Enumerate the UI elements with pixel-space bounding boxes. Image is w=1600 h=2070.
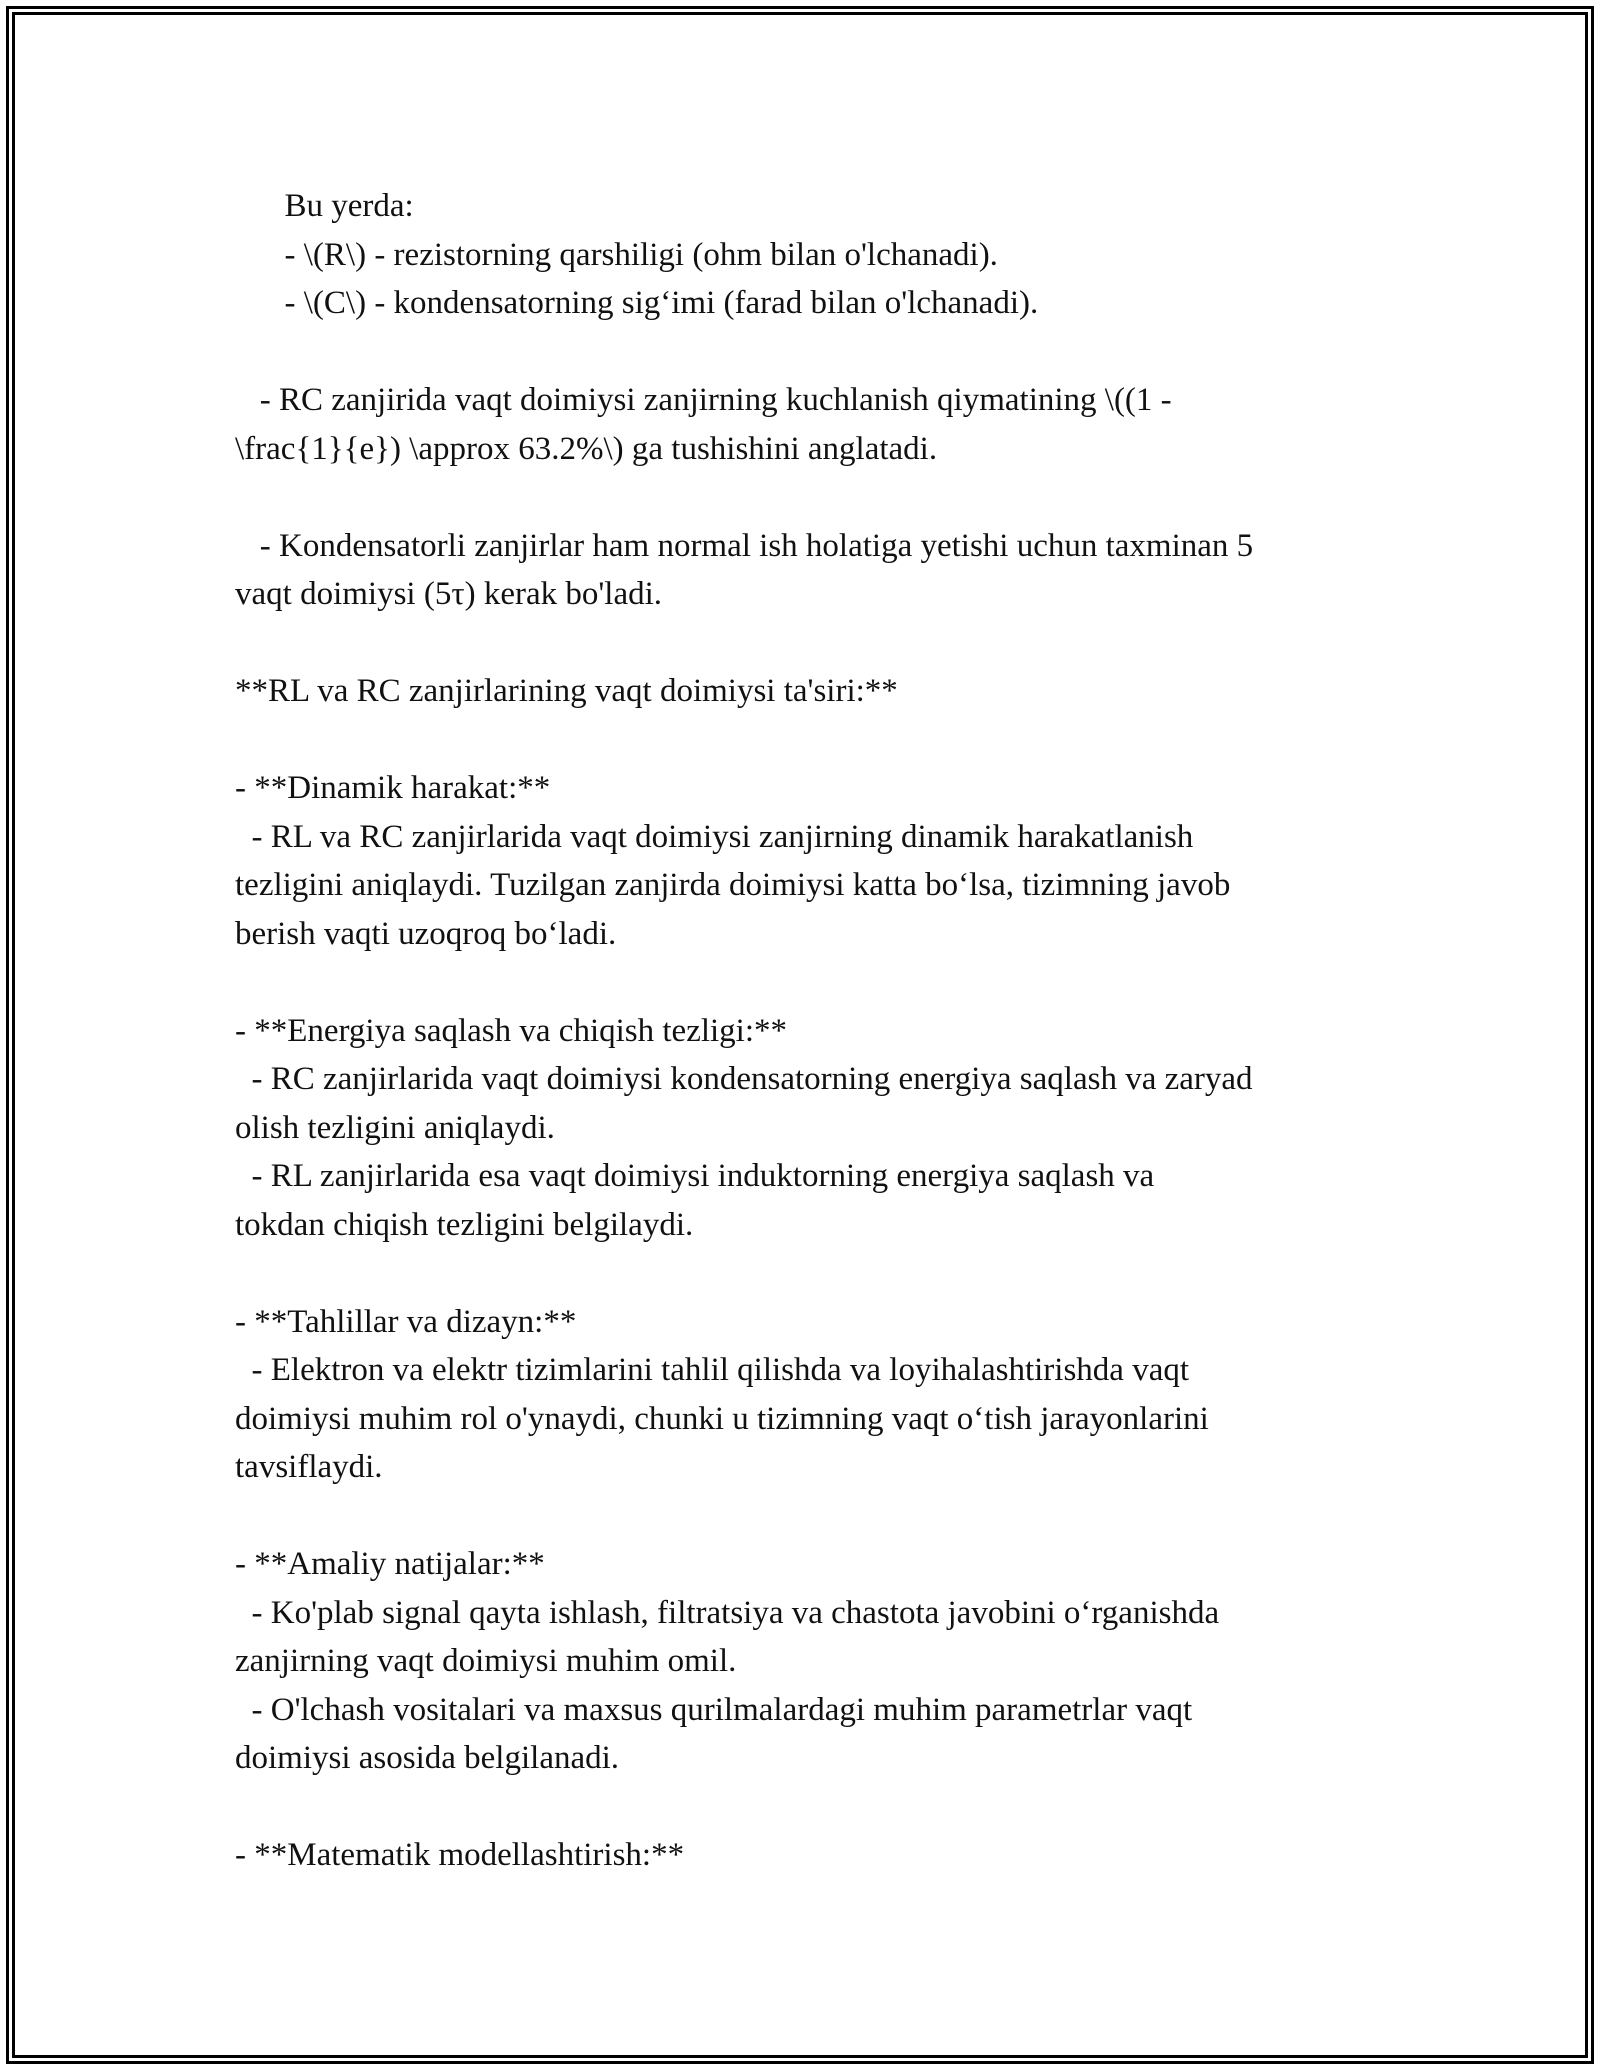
subheading: - **Amaliy natijalar:** [235, 1546, 545, 1582]
text-line: zanjirning vaqt doimiysi muhim omil. [235, 1643, 737, 1679]
subheading: - **Matematik modellashtirish:** [235, 1837, 685, 1873]
text-line: - RC zanjirlarida vaqt doimiysi kondensatorning energiya saqlash va zaryad [235, 1061, 1253, 1097]
blank-line [235, 1492, 1375, 1541]
text-line: - Kondensatorli zanjirlar ham normal ish holatiga yetishi uchun taxminan 5 [235, 527, 1254, 564]
text-line: - \(C\) - kondensatorning sig‘imi (farad bilan o'lchanadi). [235, 285, 1039, 321]
text-line: berish vaqti uzoqroq bo‘ladi. [235, 915, 617, 952]
blank-line [235, 958, 1375, 1007]
text-line: - RL zanjirlarida esa vaqt doimiysi induktorning energiya saqlash va [235, 1158, 1155, 1194]
text-line: tezligini aniqlaydi. Tuzilgan zanjirda doimiysi katta bo‘lsa, tizimning javob [235, 867, 1231, 903]
text-line: - RL va RC zanjirlarida vaqt doimiysi zanjirning dinamik harakatlanish [235, 818, 1194, 855]
text-line: - O'lchash vositalari va maxsus qurilmalardagi muhim parametrlar vaqt [235, 1691, 1193, 1728]
blank-line [235, 473, 1375, 522]
text-line: doimiysi asosida belgilanadi. [235, 1740, 620, 1776]
text-line: vaqt doimiysi (5τ) kerak bo'ladi. [235, 576, 663, 612]
document-body [235, 182, 1375, 1880]
text-line: - \(R\) - rezistorning qarshiligi (ohm bilan o'lchanadi). [235, 236, 998, 273]
text-line: - RC zanjirida vaqt doimiysi zanjirning kuchlanish qiymatining \((1 - [235, 382, 1172, 418]
section-heading: **RL va RC zanjirlarining vaqt doimiysi ta'siri:** [235, 673, 898, 709]
subheading: - **Energiya saqlash va chiqish tezligi:** [235, 1012, 788, 1049]
text-line: tavsiflaydi. [235, 1449, 383, 1485]
blank-line [235, 1249, 1375, 1298]
blank-line [235, 619, 1375, 668]
text-line: Bu yerda: [235, 188, 414, 224]
subheading: - **Dinamik harakat:** [235, 770, 551, 806]
subheading: - **Tahlillar va dizayn:** [235, 1303, 577, 1340]
text-line: olish tezligini aniqlaydi. [235, 1109, 555, 1146]
text-line: - Elektron va elektr tizimlarini tahlil qilishda va loyihalashtirishda vaqt [235, 1352, 1190, 1388]
text-line: tokdan chiqish tezligini belgilaydi. [235, 1206, 694, 1243]
blank-line [235, 716, 1375, 765]
text-line: \frac{1}{e}) \approx 63.2%\) ga tushishini anglatadi. [235, 430, 938, 467]
blank-line [235, 1783, 1375, 1832]
text-line: doimiysi muhim rol o'ynaydi, chunki u tizimning vaqt o‘tish jarayonlarini [235, 1400, 1209, 1437]
blank-line [235, 328, 1375, 377]
text-line: - Ko'plab signal qayta ishlash, filtratsiya va chastota javobini o‘rganishda [235, 1594, 1220, 1631]
